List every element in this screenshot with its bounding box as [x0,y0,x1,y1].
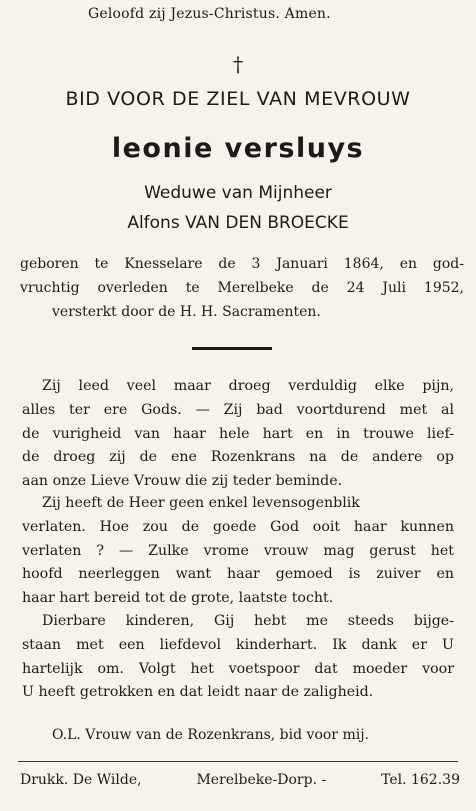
prayer-request-heading: BID VOOR DE ZIEL VAN MEVROUW [65,88,411,110]
paragraph-line: Zij leed veel maar droeg verduldig elke pijn, [42,378,454,394]
divider [192,347,272,350]
footer-divider [18,761,458,762]
paragraph-faith [22,492,454,611]
biography-line-1: geboren te Knesselare de 3 Januari 1864, en god- [20,256,464,272]
paragraph-line: haar hart bereid tot de grote, laatste tocht. [22,590,334,607]
paragraph-line: hoofd neerleggen want haar gemoed is zuiver en [22,566,454,583]
paragraph-line: staan met een liefdevol kinderhart. Ik dank er U [22,636,454,653]
spouse-name: Alfons VAN DEN BROECKE [127,213,349,233]
paragraph-children [22,610,454,705]
printer-footer [20,772,460,788]
paragraph-suffering [22,375,454,494]
paragraph-line: U heeft getrokken en dat leidt naar de zaligheid. [22,684,374,701]
paragraph-line: alles ter ere Gods. — Zij bad voortdurend met al [22,401,454,418]
paragraph-line: aan onze Lieve Vrouw die zij teder beminde. [22,473,343,490]
printer-name: Drukk. De Wilde, [20,772,142,788]
closing-prayer: O.L. Vrouw van de Rozenkrans, bid voor mij. [52,727,369,743]
cross-icon: † [233,52,243,76]
deceased-name: leonie versluys [111,133,365,164]
printer-phone: Tel. 162.39 [381,772,460,788]
paragraph-line: verlaten. Hoe zou de goede God ooit haar kunnen [22,518,454,535]
paragraph-line: de droeg zij de ene Rozenkrans na de andere op [22,449,454,466]
paragraph-line: hartelijk om. Volgt het voetspoor dat moeder voor [22,660,454,677]
paragraph-line: verlaten ? — Zulke vrome vrouw mag gerust het [22,542,454,559]
widow-line: Weduwe van Mijnheer [144,183,332,203]
paragraph-line: Zij heeft de Heer geen enkel levensogenblik [42,495,360,511]
paragraph-line: de vurigheid van haar hele hart en in trouwe lief- [22,425,454,442]
opening-line: Geloofd zij Jezus-Christus. Amen. [88,6,331,22]
biography-line-2: vruchtig overleden te Merelbeke de 24 Juli 1952, [20,280,464,296]
printer-location: Merelbeke-Dorp. - [196,772,327,788]
paragraph-line: Dierbare kinderen, Gij hebt me steeds bijge- [42,613,454,629]
biography-line-3: versterkt door de H. H. Sacramenten. [52,304,321,320]
